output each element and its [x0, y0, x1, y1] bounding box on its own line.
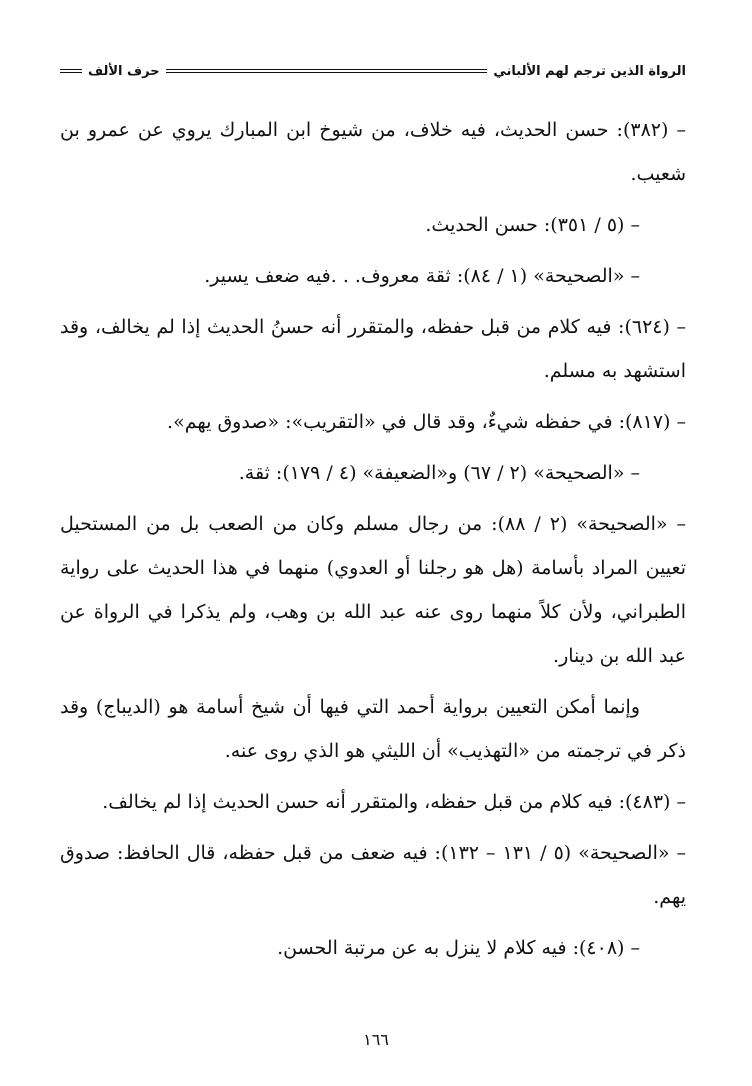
header-title: الرواة الذين ترجم لهم الألباني: [493, 63, 686, 79]
narrator-entry: – «الصحيحة» (١ / ٨٤): ثقة معروف. . .فيه ضعف يسير.: [204, 265, 640, 287]
narrator-entry: – (٥ / ٣٥١): حسن الحديث.: [425, 214, 640, 236]
narrator-entry: – (٣٨٢): حسن الحديث، فيه خلاف، من شيوخ ابن المبارك يروي عن عمرو بن شعيب.: [60, 119, 686, 185]
narrator-entry: – (٤٨٣): فيه كلام من قبل حفظه، والمتقرر أنه حسن الحديث إذا لم يخالف.: [102, 791, 686, 813]
page-number: ١٦٦: [363, 1030, 389, 1049]
narrator-entry: – «الصحيحة» (٢ / ٨٨): من رجال مسلم وكان من الصعب بل من المستحيل تعيين المراد بأسامة (هل هو رجلنا أو العدوي) منهما في هذا الحديث على رواية الطبراني، ولأن كلاً منهما روى عنه عبد الله بن وهب، ولم يذكرا في الرواة عن عبد الله بن دينار.: [60, 513, 687, 667]
page-body: [60, 108, 686, 977]
header-end-rule: [60, 69, 82, 73]
header-section: حرف الألف: [88, 63, 160, 79]
narrator-note: وإنما أمكن التعيين برواية أحمد التي فيها أن شيخ أسامة هو (الديباج) وقد ذكر في ترجمته من «التهذيب» أن الليثي هو الذي روى عنه.: [60, 696, 686, 762]
narrator-entry: – (٤٠٨): فيه كلام لا ينزل به عن مرتبة الحسن.: [277, 937, 640, 959]
narrator-entry: – «الصحيحة» (٥ / ١٣١ – ١٣٢): فيه ضعف من قبل حفظه، قال الحافظ: صدوق يهم.: [60, 842, 686, 908]
narrator-entry: – (٨١٧): في حفظه شيءٌ، وقد قال في «التقريب»: «صدوق يهم».: [167, 411, 686, 433]
narrator-entry: – (٦٢٤): فيه كلام من قبل حفظه، والمتقرر أنه حسنُ الحديث إذا لم يخالف، وقد استشهد به مسلم.: [60, 316, 687, 382]
header-rule: [166, 69, 488, 73]
running-header: [60, 60, 686, 82]
narrator-entry: – «الصحيحة» (٢ / ٦٧) و«الضعيفة» (٤ / ١٧٩): ثقة.: [238, 462, 640, 484]
